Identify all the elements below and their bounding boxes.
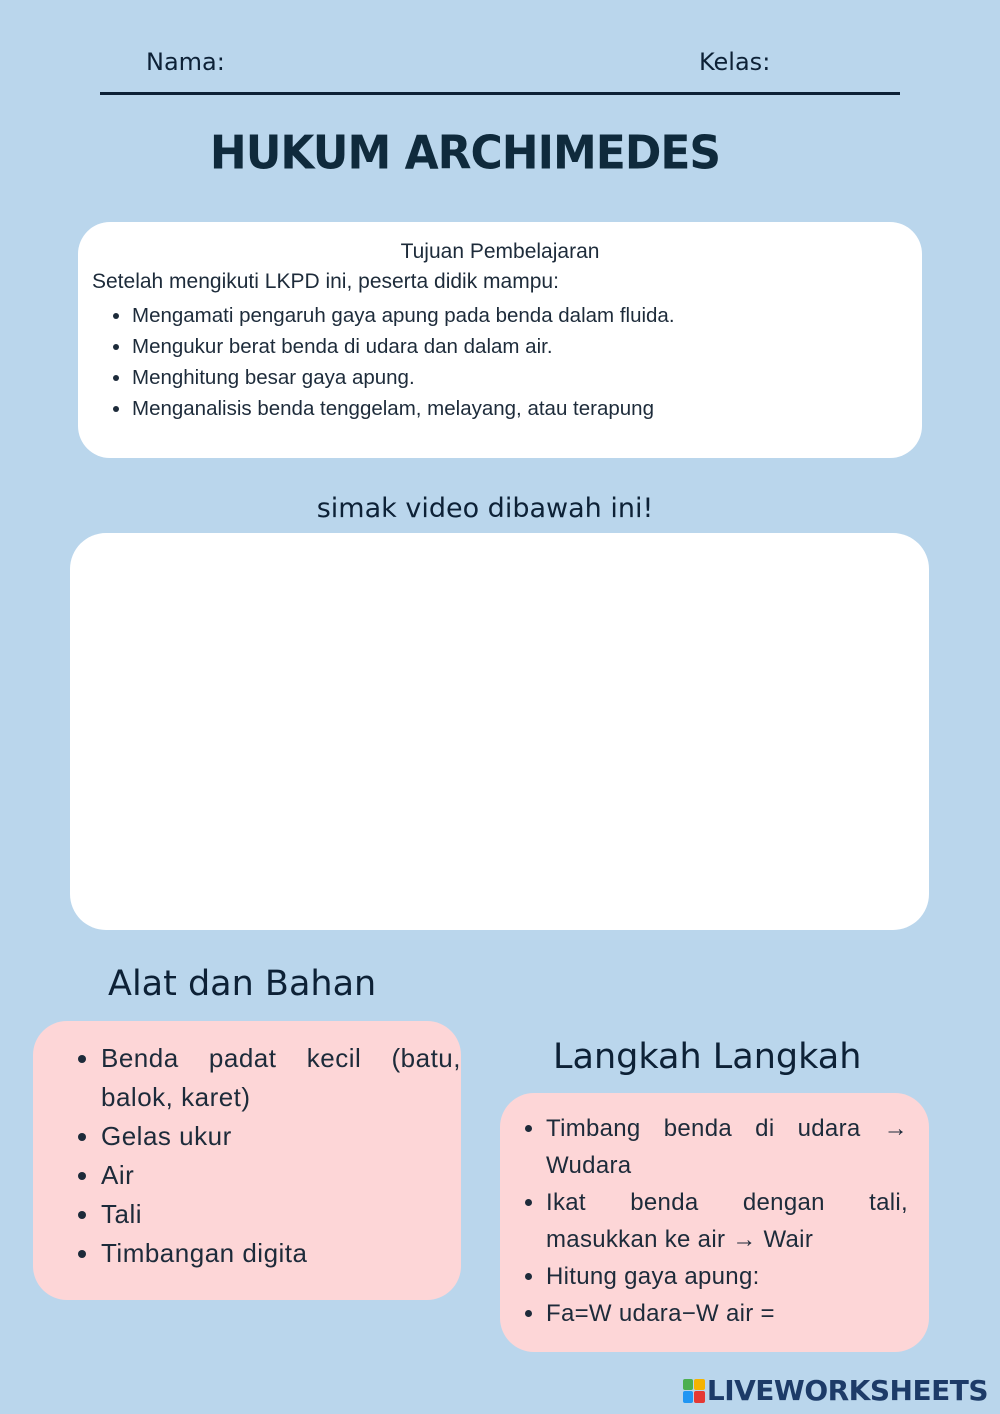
list-item: • Timbangan digita xyxy=(101,1234,461,1273)
header-divider xyxy=(100,92,900,95)
learning-goals-intro: Setelah mengikuti LKPD ini, peserta didik mampu: xyxy=(92,270,559,293)
video-player-area[interactable] xyxy=(70,533,929,930)
tools-list xyxy=(33,1039,461,1273)
name-label: Nama: xyxy=(146,48,225,76)
list-item: • Gelas ukur xyxy=(101,1117,461,1156)
steps-card xyxy=(500,1093,929,1352)
list-item: • Timbang benda di udara → Wudara xyxy=(546,1110,908,1184)
class-label: Kelas: xyxy=(699,48,771,76)
learning-goals-card xyxy=(78,222,922,458)
list-item: • Hitung gaya apung: xyxy=(546,1258,908,1295)
logo-square xyxy=(683,1379,694,1391)
learning-goals-heading: Tujuan Pembelajaran xyxy=(400,240,600,263)
video-caption: simak video dibawah ini! xyxy=(316,493,654,524)
list-item: • Mengamati pengaruh gaya apung pada benda dalam fluida. xyxy=(132,300,675,331)
brand-text: LIVEWORKSHEETS xyxy=(706,1374,988,1407)
steps-heading: Langkah Langkah xyxy=(553,1037,862,1077)
list-item: • Ikat benda dengan tali, masukkan ke air → Wair xyxy=(546,1184,908,1258)
list-item: • Benda padat kecil (batu, balok, karet) xyxy=(101,1039,461,1117)
tools-card xyxy=(33,1021,461,1300)
brand-watermark xyxy=(683,1374,988,1407)
list-item: • Menganalisis benda tenggelam, melayang, atau terapung xyxy=(132,393,675,424)
list-item: • Fa=W udara−W air = xyxy=(546,1295,908,1332)
list-item: • Mengukur berat benda di udara dan dalam air. xyxy=(132,331,675,362)
brand-logo-icon xyxy=(683,1379,705,1403)
tools-heading: Alat dan Bahan xyxy=(108,964,377,1004)
list-item: • Tali xyxy=(101,1195,461,1234)
steps-list xyxy=(500,1110,908,1332)
page-title: HUKUM ARCHIMEDES xyxy=(209,126,721,181)
learning-goals-list xyxy=(92,300,675,424)
list-item: • Air xyxy=(101,1156,461,1195)
logo-square xyxy=(694,1391,705,1403)
logo-square xyxy=(694,1379,705,1391)
logo-square xyxy=(683,1391,694,1403)
list-item: • Menghitung besar gaya apung. xyxy=(132,362,675,393)
